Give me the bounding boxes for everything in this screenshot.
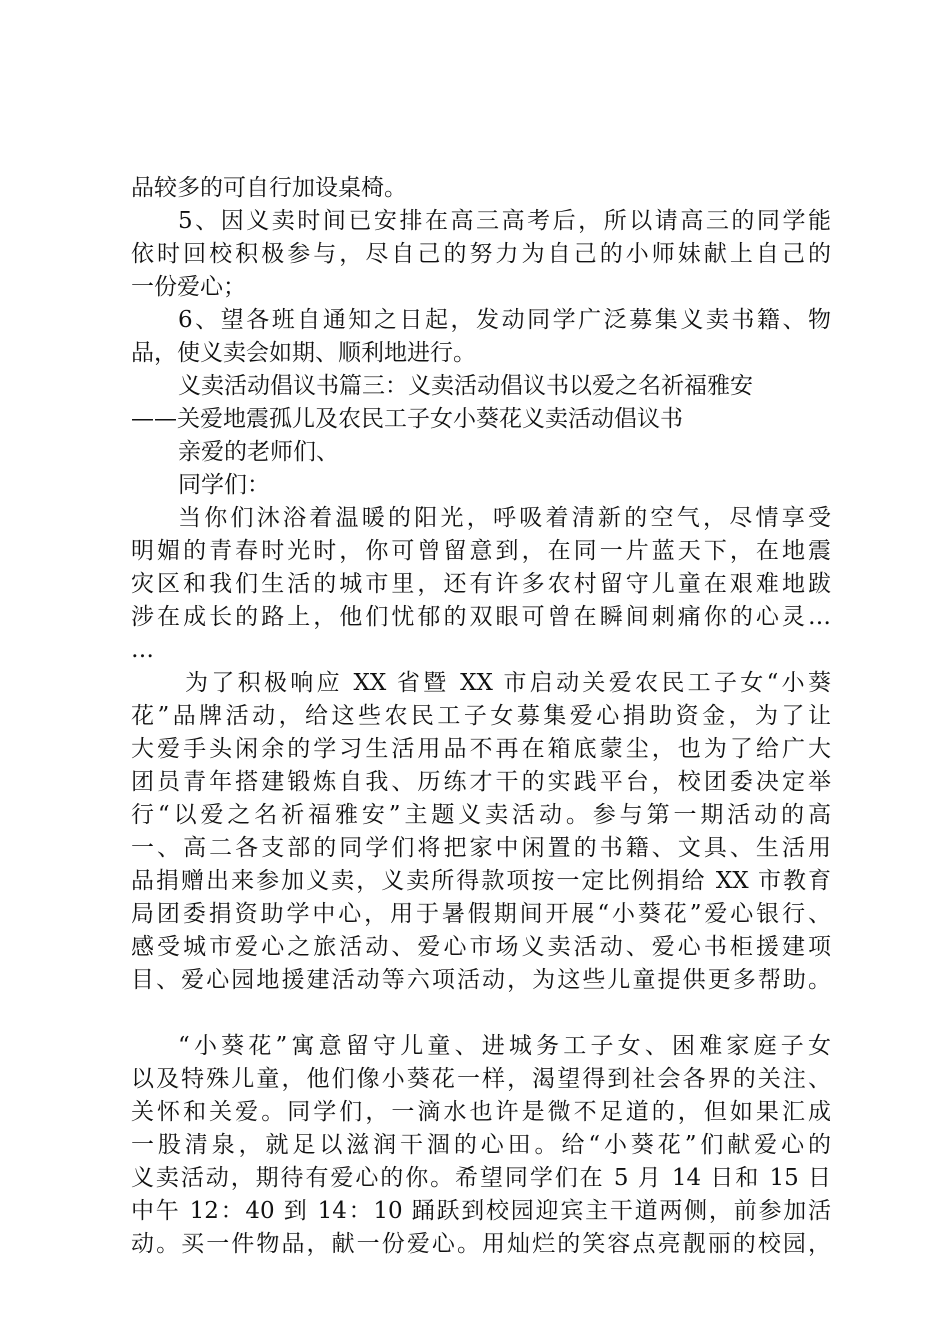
text-line: 依时回校积极参与，尽自己的努力为自己的小师妹献上自己的 [131,241,831,267]
document-body [131,172,831,1261]
text-line: 动。买一件物品，献一份爱心。用灿烂的笑容点亮靓丽的校园， [131,1231,831,1257]
text-line: 团员青年搭建锻炼自我、历练才干的实践平台，校团委决定举 [131,769,831,795]
text-line: 感受城市爱心之旅活动、爱心市场义卖活动、爱心书柜援建项 [131,934,831,960]
text-line: 局团委捐资助学中心，用于暑假期间开展“小葵花”爱心银行、 [131,901,831,927]
text-line: 5、因义卖时间已安排在高三高考后，所以请高三的同学能 [178,208,831,234]
text-line: 中午 12：40 到 14：10 踊跃到校园迎宾主干道两侧，前参加活 [131,1198,831,1224]
text-line: 当你们沐浴着温暖的阳光，呼吸着清新的空气，尽情享受 [178,505,831,531]
text-line: 花”品牌活动，给这些农民工子女募集爱心捐助资金，为了让 [131,703,831,729]
text-line: 灾区和我们生活的城市里，还有许多农村留守儿童在艰难地跋 [131,571,831,597]
paragraph-gap [131,997,831,1030]
text-line: 为了积极响应 XX 省暨 XX 市启动关爱农民工子女“小葵 [185,670,831,696]
text-line: 品，使义卖会如期、顺利地进行。 [131,340,476,366]
text-line: 以及特殊儿童，他们像小葵花一样，渴望得到社会各界的关注、 [131,1066,831,1092]
text-line: 义卖活动，期待有爱心的你。希望同学们在 5 月 14 日和 15 日 [131,1165,831,1191]
text-line: 一股清泉，就足以滋润干涸的心田。给“小葵花”们献爱心的 [131,1132,831,1158]
text-line: … [131,637,154,663]
salutation-line: 亲爱的老师们、 [178,439,339,465]
text-line: 大爱手头闲余的学习生活用品不再在箱底蒙尘，也为了给广大 [131,736,831,762]
text-line: 明媚的青春时光时，你可曾留意到，在同一片蓝天下，在地震 [131,538,831,564]
text-line: 品捐赠出来参加义卖，义卖所得款项按一定比例捐给 XX 市教育 [131,868,831,894]
text-line: 涉在成长的路上，他们忧郁的双眼可曾在瞬间刺痛你的心灵… [131,604,831,630]
text-line: 一、高二各支部的同学们将把家中闲置的书籍、文具、生活用 [131,835,831,861]
text-line: 一份爱心； [131,274,246,300]
section-heading: 义卖活动倡议书篇三：义卖活动倡议书以爱之名祈福雅安 [178,373,753,399]
text-line: “小葵花”寓意留守儿童、进城务工子女、困难家庭子女 [178,1033,831,1059]
text-line: 品较多的可自行加设桌椅。 [131,175,407,201]
text-line: 关怀和关爱。同学们，一滴水也许是微不足道的，但如果汇成 [131,1099,831,1125]
text-line: 行“以爱之名祈福雅安”主题义卖活动。参与第一期活动的高 [131,802,831,828]
section-subheading: ——关爱地震孤儿及农民工子女小葵花义卖活动倡议书 [131,406,683,432]
text-line: 目、爱心园地援建活动等六项活动，为这些儿童提供更多帮助。 [131,967,831,993]
salutation-line: 同学们： [178,472,270,498]
text-line: 6、望各班自通知之日起，发动同学广泛募集义卖书籍、物 [178,307,831,333]
